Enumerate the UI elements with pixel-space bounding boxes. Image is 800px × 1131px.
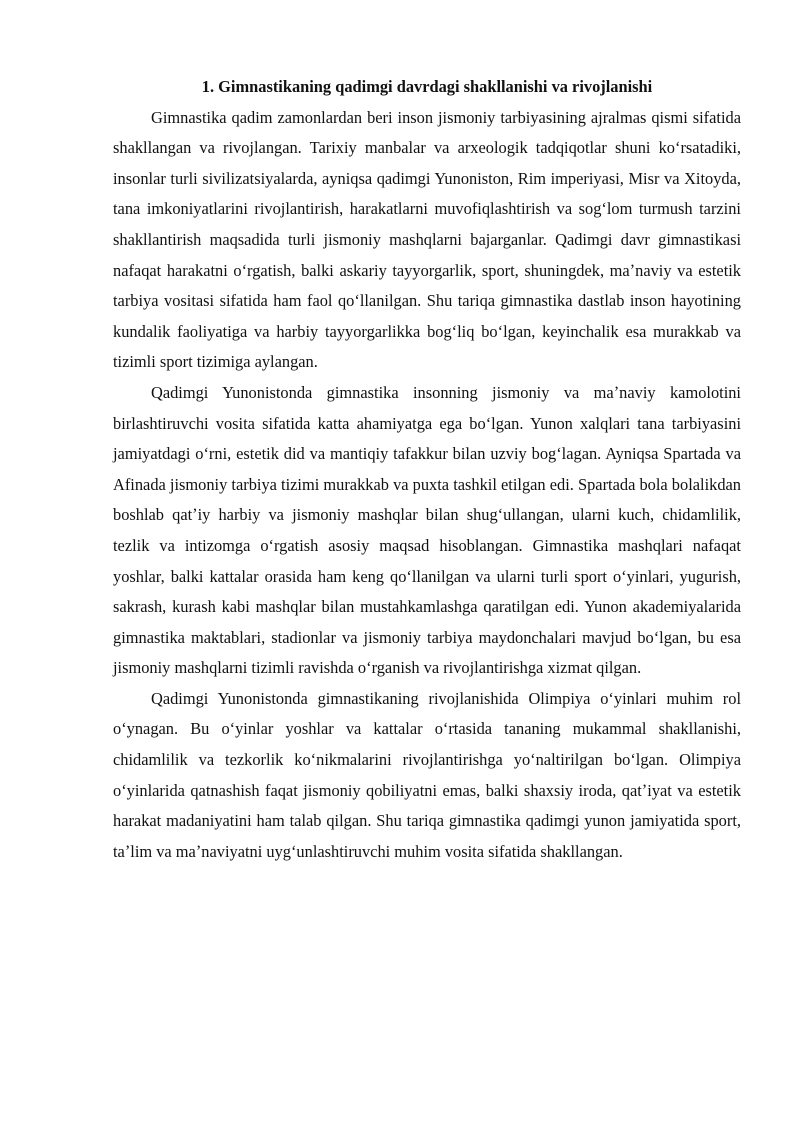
paragraph-1: Gimnastika qadim zamonlardan beri inson jismoniy tarbiyasining ajralmas qismi sifatida shakllangan va rivojlangan. Tarixiy manbalar va arxeologik tadqiqotlar shuni koʻrsatadiki, insonlar turli sivilizatsiyalarda, ayniqsa qadimgi Yunoniston, Rim imperiyasi, Misr va Xitoyda, tana imkoniyatlarini rivojlantirish, harakatlarni muvofiqlashtirish va sogʻlom turmush tarzini shakllantirish maqsadida turli jismoniy mashqlarni bajarganlar. Qadimgi davr gimnastikasi nafaqat harakatni oʻrgatish, balki askariy tayyorgarlik, sport, shuningdek, maʼnaviy va estetik tarbiya vositasi sifatida ham faol qoʻllanilgan. Shu tariqa gimnastika dastlab inson hayotining kundalik faoliyatiga va harbiy tayyorgarlikka bogʻliq boʻlgan, keyinchalik esa murakkab va tizimli sport tizimiga aylangan. <box>113 107 741 372</box>
paragraph-3: Qadimgi Yunonistonda gimnastikaning rivojlanishida Olimpiya oʻyinlari muhim rol oʻynagan. Bu oʻyinlar yoshlar va kattalar oʻrtasida tananing mukammal shakllanishi, chidamlilik va tezkorlik koʻnikmalarini rivojlantirishga yoʻnaltirilgan boʻlgan. Olimpiya oʻyinlarida qatnashish faqat jismoniy qobiliyatni emas, balki shaxsiy iroda, qatʼiyat va estetik harakat madaniyatini ham talab qilgan. Shu tariqa gimnastika qadimgi yunon jamiyatida sport, taʼlim va maʼnaviyatni uygʻunlashtiruvchi muhim vosita sifatida shakllangan. <box>113 688 741 861</box>
paragraph-2: Qadimgi Yunonistonda gimnastika insonning jismoniy va maʼnaviy kamolotini birlashtiruvchi vosita sifatida katta ahamiyatga ega boʻlgan. Yunon xalqlari tana tarbiyasini jamiyatdagi oʻrni, estetik did va mantiqiy tafakkur bilan uzviy bogʻlagan. Ayniqsa Spartada va Afinada jismoniy tarbiya tizimi murakkab va puxta tashkil etilgan edi. Spartada bola bolalikdan boshlab qatʼiy harbiy va jismoniy mashqlar bilan shugʻullangan, ularni kuch, chidamlilik, tezlik va intizomga oʻrgatish asosiy maqsad hisoblangan. Gimnastika mashqlari nafaqat yoshlar, balki kattalar orasida ham keng qoʻllanilgan va ularni turli sport oʻyinlari, yugurish, sakrash, kurash kabi mashqlar bilan mustahkamlashga qaratilgan edi. Yunon akademiyalarida gimnastika maktablari, stadionlar va jismoniy tarbiya maydonchalari mavjud boʻlgan, bu esa jismoniy mashqlarni tizimli ravishda oʻrganish va rivojlantirishga xizmat qilgan. <box>113 382 741 678</box>
document-page <box>113 72 741 867</box>
section-heading: 1. Gimnastikaning qadimgi davrdagi shakllanishi va rivojlanishi <box>201 77 653 96</box>
